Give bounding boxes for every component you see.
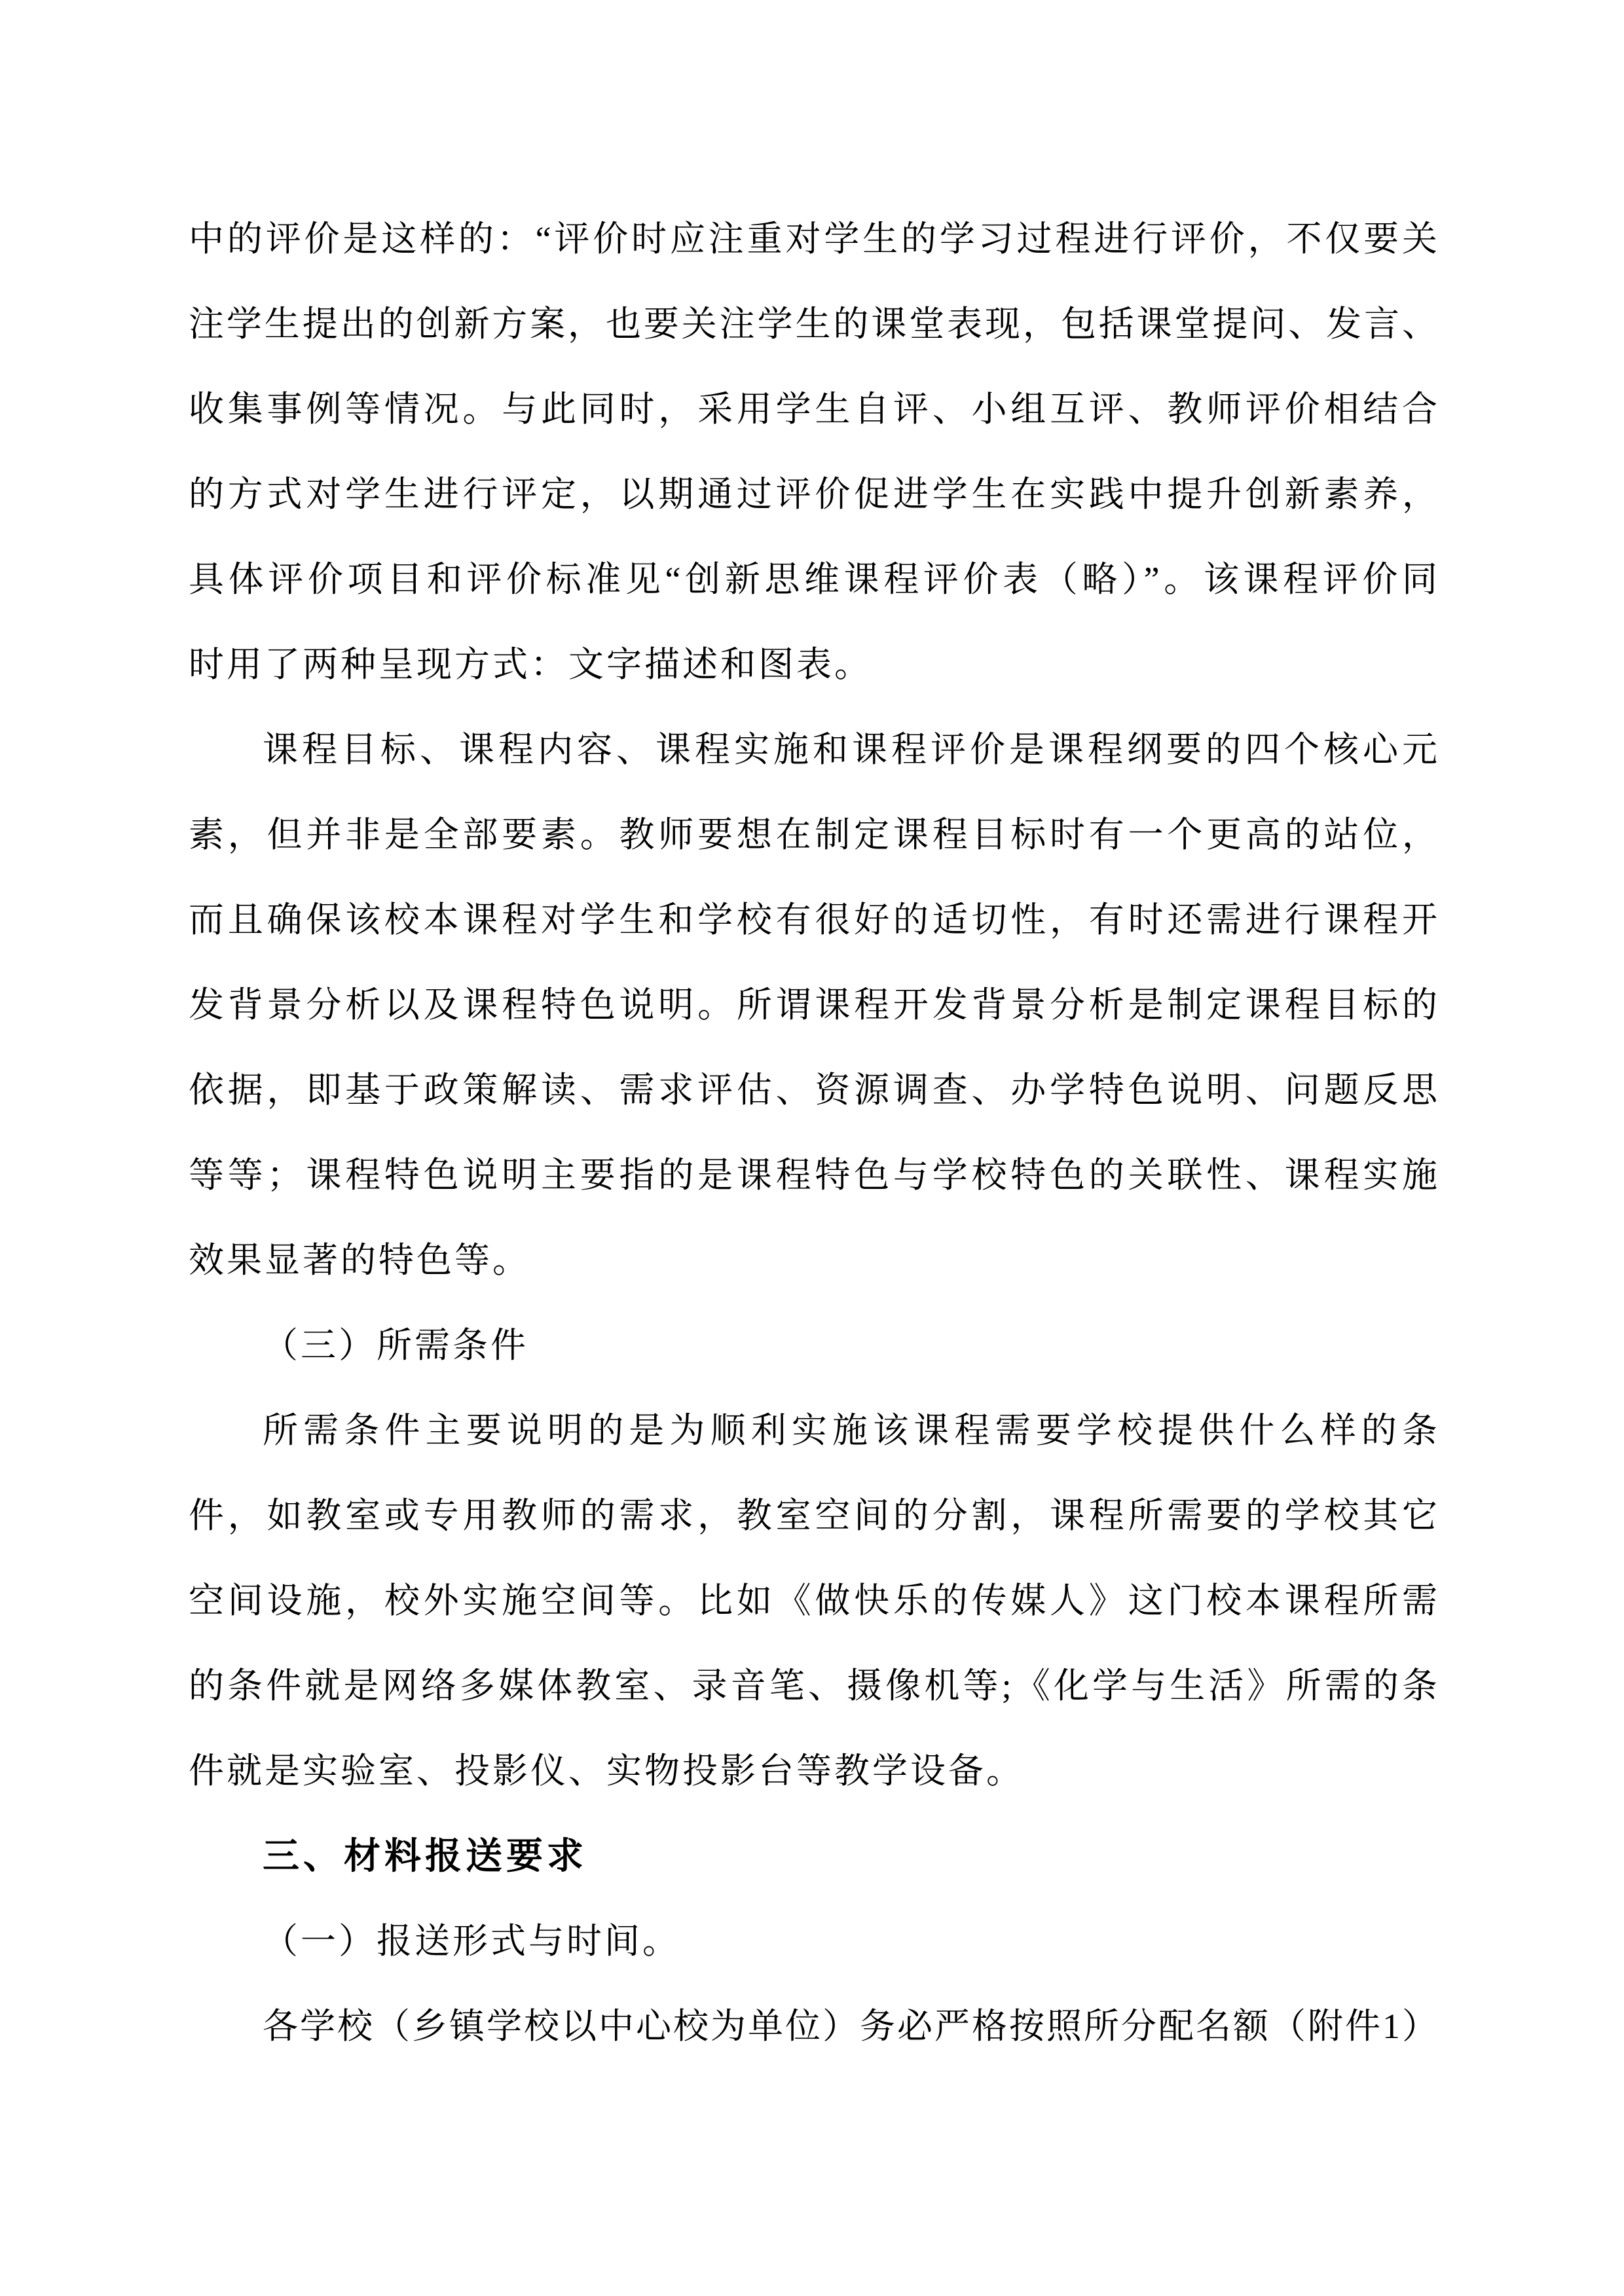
text-line: 所需条件主要说明的是为顺利实施该课程需要学校提供什么样的条 [263, 1411, 1438, 1450]
text-line: 收集事例等情况。与此同时，采用学生自评、小组互评、教师评价相结合 [189, 390, 1438, 429]
text-line: 发背景分析以及课程特色说明。所谓课程开发背景分析是制定课程目标的 [189, 985, 1438, 1025]
text-line: （一）报送形式与时间。 [263, 1922, 680, 1961]
text-line: 空间设施，校外实施空间等。比如《做快乐的传媒人》这门校本课程所需 [189, 1581, 1438, 1620]
section-heading-line: 三、材料报送要求 [263, 1835, 587, 1876]
text-line: 的方式对学生进行评定，以期通过评价促进学生在实践中提升创新素养， [189, 475, 1438, 514]
text-line: 注学生提出的创新方案，也要关注学生的课堂表现，包括课堂提问、发言、 [189, 304, 1438, 344]
text-line: 件，如教室或专用教师的需求，教室空间的分割，课程所需要的学校其它 [189, 1496, 1438, 1535]
text-line: 件就是实验室、投影仪、实物投影台等教学设备。 [189, 1751, 1024, 1791]
text-line: （三）所需条件 [263, 1326, 528, 1365]
text-block [189, 196, 1438, 2069]
text-line: 具体评价项目和评价标准见“创新思维课程评价表（略）”。该课程评价同 [189, 560, 1438, 599]
text-line: 各学校（乡镇学校以中心校为单位）务必严格按照所分配名额（附件1） [263, 2007, 1438, 2046]
text-line: 素，但并非是全部要素。教师要想在制定课程目标时有一个更高的站位， [189, 815, 1438, 854]
text-line: 等等；课程特色说明主要指的是课程特色与学校特色的关联性、课程实施 [189, 1156, 1438, 1195]
text-line: 的条件就是网络多媒体教室、录音笔、摄像机等;《化学与生活》所需的条 [189, 1666, 1438, 1705]
text-line: 效果显著的特色等。 [189, 1241, 530, 1280]
text-line: 依据，即基于政策解读、需求评估、资源调查、办学特色说明、问题反思 [189, 1070, 1438, 1110]
text-line: 中的评价是这样的：“评价时应注重对学生的学习过程进行评价，不仅要关 [189, 219, 1438, 259]
text-line: 而且确保该校本课程对学生和学校有很好的适切性，有时还需进行课程开 [189, 900, 1438, 939]
text-line: 课程目标、课程内容、课程实施和课程评价是课程纲要的四个核心元 [263, 730, 1438, 769]
text-line: 时用了两种呈现方式：文字描述和图表。 [189, 645, 872, 684]
